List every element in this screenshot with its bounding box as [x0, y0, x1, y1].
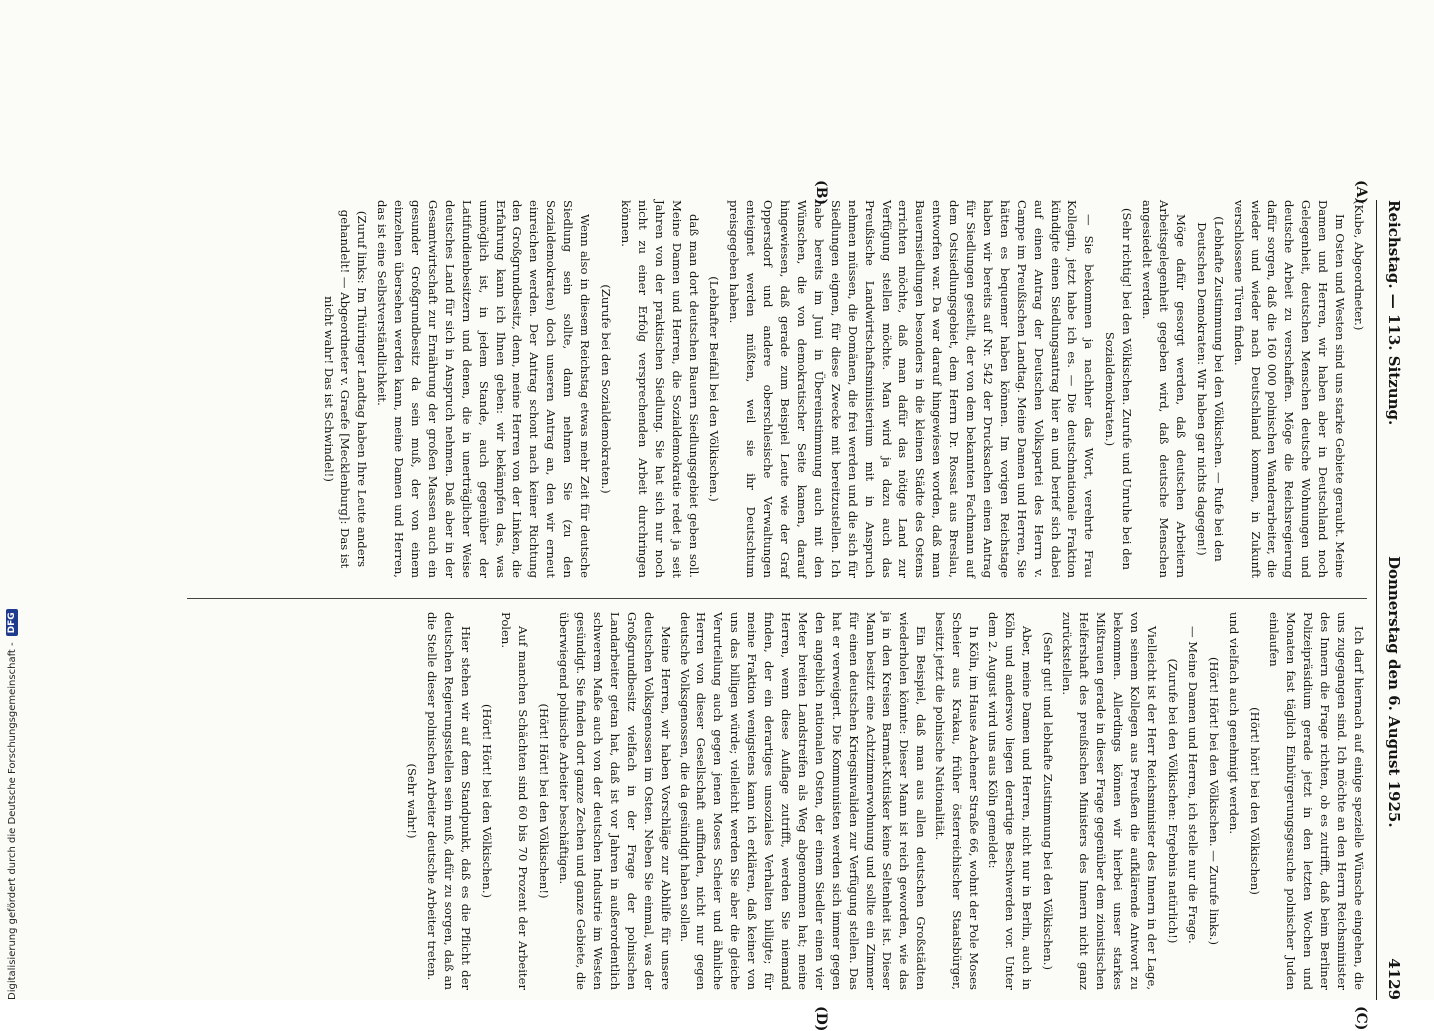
- document-page: [175, 180, 1409, 1031]
- interjection-paragraph: (Hört! Hört! bei den Völkischen.): [479, 703, 494, 899]
- speech-paragraph: (Kube, Abgeordneter.): [1352, 200, 1366, 331]
- speech-paragraph: Ich darf hiernach auf einige spezielle Wünsche eingehen, die uns zugegangen sind. Ich möchte an den Herrn Reichsminister des Innern die Frage richten, ob es zutrifft, daß beim Berliner Polizeipräsidium gerade jetzt in den letzten Wochen und Monaten fast täglich Einbürgerungsgesuche polnischer Juden einlaufen: [1267, 612, 1366, 990]
- speech-paragraph: daß man dort deutschen Bauern Siedlungsgebiet geben soll. Meine Damen und Herren, die Sozialdemokratie redet ja seit Jahren von der praktischen Siedlung. Sie hat sich nur noch nicht zu einer Erfolg versprechenden Arbeit durchringen können.: [618, 200, 701, 578]
- interjection-paragraph: (Hört! hört! bei den Völkischen): [1247, 707, 1262, 895]
- speech-paragraph: Ein Beispiel, daß man aus allen deutschen Großstädten wiederholen könnte: Dieser Mann ist reich geworden, wie das ja in den Kreisen Barmat-Kutisker keine Seltenheit ist. Dieser Mann besitzt eine Achtzimmerwohnung und sollte ein Zimmer für einen deutschen Kriegsinvaliden zur Verfügung stellen. Das hat er verweigert. Die Kommunisten werden sich immer gegen den angeblich nationalen Osten, der einem Siedler einen vier Meter breiten Landstreifen als Weg abgenommen hat; meine Herren, wenn diese Auflage zutrifft, werden Sie niemand finden, der ein derartiges unsoziales Verhalten billigte; für meine Fraktion wenigstens kann ich erklären, daß keiner von uns das billigen würde; vielleicht werden Sie aber die gleiche Verurteilung auch gegen jenen Moses Scheier und ähnliche Herren von dieser Gesellschaft auffinden, nicht nur gegen deutsche Volksgenossen, die da gesündigt haben sollen.: [677, 612, 929, 990]
- footer-text: Digitalisierung gefördert durch die Deutsche Forschungsgemeinschaft -: [6, 642, 18, 1000]
- margin-marker-a: (A): [1353, 180, 1369, 205]
- left-text-column: [187, 200, 1367, 578]
- interjection-paragraph: (Zurufe bei den Sozialdemokraten.): [599, 284, 614, 494]
- header-left: Reichstag. — 113. Sitzung.: [1385, 200, 1403, 426]
- page-header: [1379, 200, 1409, 1000]
- digitization-footer: [4, 600, 20, 1000]
- speech-paragraph: Meine Herren, wir haben Vorschläge zur Abhilfe für unsere deutschen Volksgenossen im Osten. Neben Sie einmal, was der Großgrundbesitz vielfach in der Frage der polnischen Landarbeiter getan hat, daß ist vor Jahren in außerordentlich schwerem Maße auch von der deutschen Industrie im Westen gesündigt. Sie finden dort ganze Zechen und ganze Gebiete, die überwiegend polnische Arbeiter beschäftigen.: [557, 612, 673, 990]
- speech-paragraph: Im Osten und Westen sind uns starke Gebiete geraubt. Meine Damen und Herren, wir haben aber in Deutschland noch Gelegenheit, deutschen Menschen deutsche Wohnungen und deutsche Arbeit zu verschaffen. Möge die Reichsregierung dafür sorgen, daß die 160 000 polnischen Wanderarbeiter, die wieder und wieder nach Deutschland kommen, in Zukunft verschlossene Türen finden.: [1231, 200, 1348, 578]
- speech-paragraph: Wenn also in diesem Reichstag etwas mehr Zeit für deutsche Siedlung sein sollte, dann nehmen Sie (zu den Sozialdemokraten) doch unseren Antrag an, den wir erneut einreichen werden. Der Antrag schont nach keiner Richtung den Großgrundbesitz, denn, meine Herren von der Linken, die Erfahrung kann ich Ihnen geben: wir bekämpfen das, was unmöglich ist, in jedem Stande, auch gegenüber der Latifundienbesitzern und denen, die in unerträglicher Weise deutsches Land für sich in Anspruch nehmen. Daß aber in der Gesamtwirtschaft zur Ernährung der großen Massen auch ein gesunder Großgrundbesitz da sein muß, der von einem einzelnen übersehen werden kann, meine Damen und Herren, das ist eine Selbstverständlichkeit.: [375, 200, 593, 578]
- interjection-paragraph: (Hört! Hört! bei den Völkischen!): [537, 703, 552, 899]
- interjection-paragraph: (Zuruf links: Im Thüringer Landtag haben Ihre Leute anders gehandelt! — Abgeordneter v. Graefe [Mecklenburg]: Das ist nicht wahr! Das ist Schwindel!): [321, 209, 370, 569]
- speech-paragraph: — Meine Damen und Herren, ich stelle nur die Frage.: [1185, 626, 1200, 944]
- header-date: Donnerstag den 6. August 1925.: [1385, 555, 1403, 828]
- interjection-paragraph: (Lebhafte Zustimmung bei den Völkischen. — Rufe bei den Deutschen Demokraten: Wir haben gar nichts dagegen!): [1194, 216, 1226, 562]
- dfg-logo: DFG: [6, 609, 18, 636]
- interjection-paragraph: (Lebhafter Beifall bei den Völkischen.): [707, 276, 722, 502]
- speech-paragraph: Auf manchen Schächten sind 60 bis 70 Prozent der Arbeiter Polen.: [499, 612, 531, 990]
- margin-marker-b: (B): [813, 180, 829, 206]
- interjection-paragraph: (Hört! Hört! bei den Völkischen. — Zurufe links.): [1206, 657, 1221, 945]
- interjection-paragraph: (Sehr richtig! bei den Völkischen. Zurufe und Unruhe bei den Sozialdemokraten.): [1103, 208, 1135, 570]
- header-rule: [1376, 200, 1377, 1000]
- page-number: 4129: [1385, 958, 1403, 1000]
- right-text-column: [187, 612, 1367, 990]
- speech-paragraph: Aber, meine Damen und Herren, nicht nur in Berlin, auch in Köln und anderswo liegen derartige Beschwerden vor. Unter dem 2. August wird uns aus Köln gemeldet:: [985, 612, 1034, 990]
- speech-paragraph: Möge dafür gesorgt werden, daß deutschen Arbeitern Arbeitsgelegenheit gegeben wird, daß deutsche Menschen angesiedelt werden.: [1140, 200, 1188, 578]
- margin-marker-c: (C): [1353, 1006, 1369, 1031]
- margin-marker-d: (D): [813, 1006, 829, 1031]
- speech-paragraph: Hier stehen wir auf dem Standpunkt, daß es die Pflicht der deutschen Regierungsstellen sein muß, dafür zu sorgen, daß an die Stelle dieser polnischen Arbeiter deutsche Arbeiter treten.: [424, 612, 473, 990]
- speech-paragraph: In Köln, im Hause Aachener Straße 66, wohnt der Pole Moses Scheier aus Krakau, früher österreichischer Staatsbürger, besitzt jetzt die polnische Nationalität.: [933, 612, 981, 990]
- column-divider: [187, 598, 1367, 599]
- speech-paragraph: und vielfach auch genehmigt werden.: [1226, 612, 1241, 835]
- interjection-paragraph: (Sehr gut! und lebhafte Zustimmung bei den Völkischen.): [1040, 632, 1055, 970]
- speech-paragraph: Vielleicht ist der Herr Reichsminister des Innern in der Lage, von seinem Kollegen aus Preußen die aufklärende Antwort zu bekommen. Allerdings können wir hierbei unser starkes Mißtrauen gerade in dieser Frage gegenüber dem zionistischen Helfershaft des preußischen Ministers des Innern nicht ganz zurückstellen.: [1060, 612, 1160, 990]
- interjection-paragraph: (Sehr wahr!): [404, 763, 419, 839]
- interjection-paragraph: (Zurufe bei den Völkischen: Ergebnis natürlich!): [1165, 658, 1180, 944]
- speech-paragraph: — Sie bekommen ja nachher das Wort, verehrte Frau Kollegin, jetzt habe ich es. — Die deutschnationale Fraktion kündigte einen Siedlungsantrag hier an und berief sich dabei auf einen Antrag der Deutschen Volkspartei des Herrn v. Campe im Preußischen Landtag. Meine Damen und Herren, Sie hätten es bequemer haben können. Im vorigen Reichstage haben wir bereits auf Nr. 542 der Drucksachen einen Antrag für Siedlungen gestellt, der von dem bekannten Fachmann auf dem Ostsiedlungsgebiet, dem Herrn Dr. Rossat aus Breslau, entworfen war. Da war darauf hingewiesen worden, daß man Bauernsiedlungen besonders in die kleinen Städte des Ostens errichten möchte, daß man dafür das nötige Land zur Verfügung stellen möchte. Man wird ja dazu auch das Preußische Landwirtschaftsministerium mit in Anspruch nehmen müssen, die Domänen, die frei werden und die sich für Siedlungen eignen, für diese Zwecke mit bereitzustellen. Ich habe bereits im Juni in Übereinstimmung auch mit den Wünschen, die von demokratischer Seite kamen, darauf hingewiesen, daß gerade zum Beispiel Leute wie der Graf Oppersdorf und andere oberschlesische Verwaltungen enteignet werden müßten, weil sie ihr Deutschtum preisgegeben haben.: [727, 200, 1097, 578]
